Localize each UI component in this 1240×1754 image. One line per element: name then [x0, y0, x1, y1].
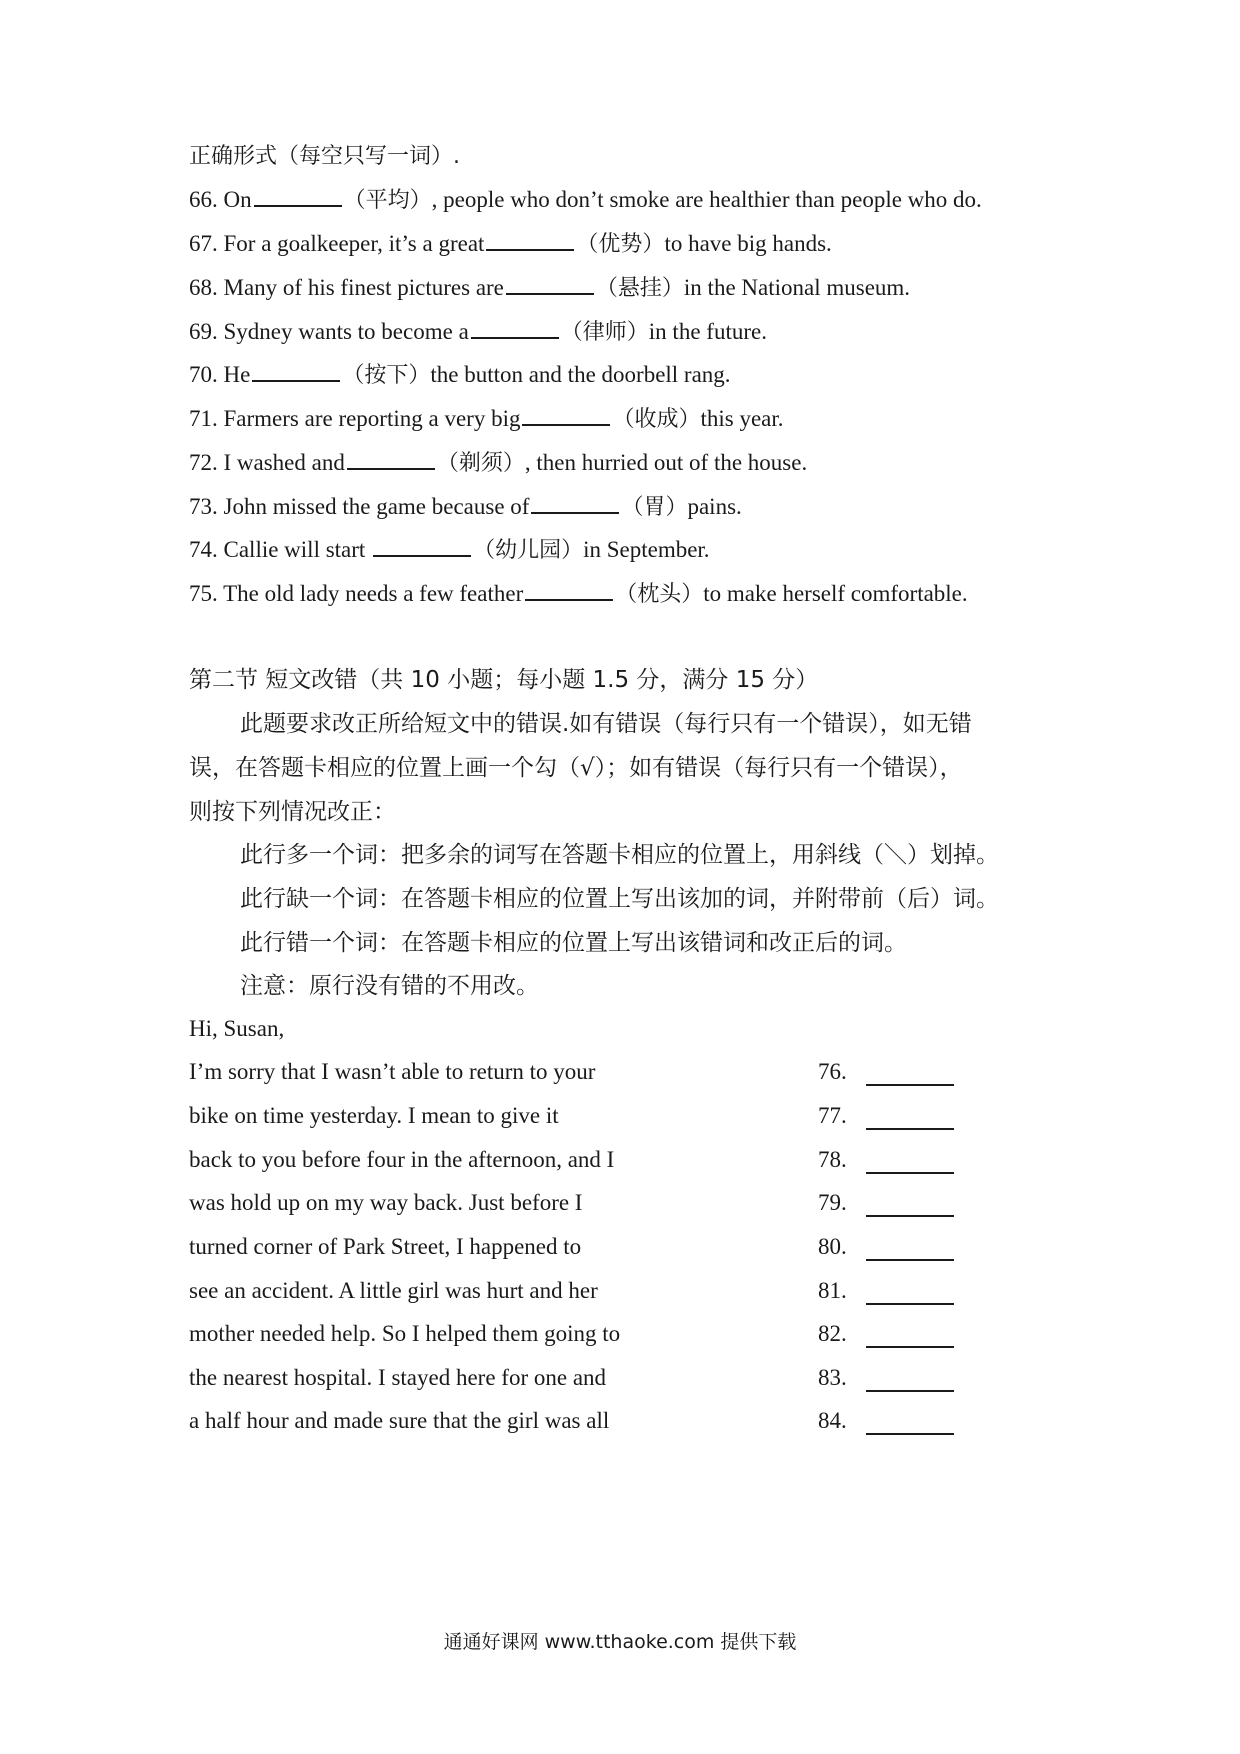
letter-line: I’m sorry that I wasn’t able to return to your [189, 1059, 596, 1084]
letter-line: see an accident. A little girl was hurt and her [189, 1278, 598, 1303]
item-number: 80. [818, 1234, 847, 1259]
answer-blank[interactable] [347, 448, 435, 470]
item-number: 81. [818, 1278, 847, 1303]
answer-blank[interactable] [866, 1257, 954, 1261]
item-number: 82. [818, 1321, 847, 1346]
fill-item-74: 74. Callie will start （幼儿园）in September. [189, 537, 710, 563]
item-number: 83. [818, 1365, 847, 1390]
letter-line: back to you before four in the afternoon, and I [189, 1147, 615, 1172]
answer-blank[interactable] [866, 1170, 954, 1174]
instruction-line: 此题要求改正所给短文中的错误.如有错误（每行只有一个错误），如无错 [240, 711, 972, 737]
answer-blank[interactable] [522, 404, 610, 426]
item-number: 76. [818, 1059, 847, 1084]
letter-line: turned corner of Park Street, I happened to [189, 1234, 582, 1259]
rule-line: 此行多一个词：把多余的词写在答题卡相应的位置上，用斜线（＼）划掉。 [240, 842, 999, 868]
answer-blank[interactable] [866, 1344, 954, 1348]
answer-blank[interactable] [486, 229, 574, 251]
answer-blank[interactable] [866, 1301, 954, 1305]
fill-item-75: 75. The old lady needs a few feather （枕头）to make herself comfortable. [189, 581, 968, 607]
answer-blank[interactable] [531, 492, 619, 514]
item-number: 79. [818, 1190, 847, 1215]
answer-blank[interactable] [866, 1213, 954, 1217]
letter-line: bike on time yesterday. I mean to give it [189, 1103, 559, 1128]
letter-greeting: Hi, Susan, [189, 1016, 285, 1041]
footer-text: 通通好课网 www.tthaoke.com 提供下载 [443, 1631, 797, 1653]
letter-line: was hold up on my way back. Just before I [189, 1190, 583, 1215]
item-number: 77. [818, 1103, 847, 1128]
fill-item-73: 73. John missed the game because of （胃）pains. [189, 494, 742, 520]
item-number: 78. [818, 1147, 847, 1172]
instruction-line: 则按下列情况改正： [189, 799, 396, 825]
rule-line: 此行错一个词：在答题卡相应的位置上写出该错词和改正后的词。 [240, 930, 907, 956]
fill-item-70: 70. He （按下）the button and the doorbell rang. [189, 362, 731, 388]
answer-blank[interactable] [866, 1082, 954, 1086]
item-number: 84. [818, 1408, 847, 1433]
answer-blank[interactable] [373, 535, 471, 557]
fill-item-66: 66. On （平均）, people who don’t smoke are healthier than people who do. [189, 187, 982, 213]
letter-line: the nearest hospital. I stayed here for one and [189, 1365, 607, 1390]
answer-blank[interactable] [866, 1388, 954, 1392]
answer-blank[interactable] [254, 185, 342, 207]
answer-blank[interactable] [471, 317, 559, 339]
answer-blank[interactable] [252, 360, 340, 382]
fill-item-68: 68. Many of his finest pictures are （悬挂）in the National museum. [189, 275, 911, 301]
fill-item-71: 71. Farmers are reporting a very big （收成）this year. [189, 406, 784, 432]
answer-blank[interactable] [866, 1431, 954, 1435]
intro-text: 正确形式（每空只写一词）. [189, 144, 460, 169]
letter-line: a half hour and made sure that the girl was all [189, 1408, 610, 1433]
fill-item-69: 69. Sydney wants to become a （律师）in the future. [189, 319, 767, 345]
answer-blank[interactable] [506, 273, 594, 295]
answer-blank[interactable] [866, 1126, 954, 1130]
rule-line: 此行缺一个词：在答题卡相应的位置上写出该加的词，并附带前（后）词。 [240, 886, 999, 912]
instruction-line: 误，在答题卡相应的位置上画一个勾（√）；如有错误（每行只有一个错误）， [189, 755, 963, 781]
section2-heading: 第二节 短文改错（共 10 小题；每小题 1.5 分，满分 15 分） [189, 667, 819, 693]
answer-blank[interactable] [525, 579, 613, 601]
fill-item-72: 72. I washed and （剃须）, then hurried out of the house. [189, 450, 808, 476]
rule-line: 注意：原行没有错的不用改。 [240, 973, 539, 999]
fill-item-67: 67. For a goalkeeper, it’s a great （优势）to have big hands. [189, 231, 832, 257]
letter-line: mother needed help. So I helped them going to [189, 1321, 621, 1346]
